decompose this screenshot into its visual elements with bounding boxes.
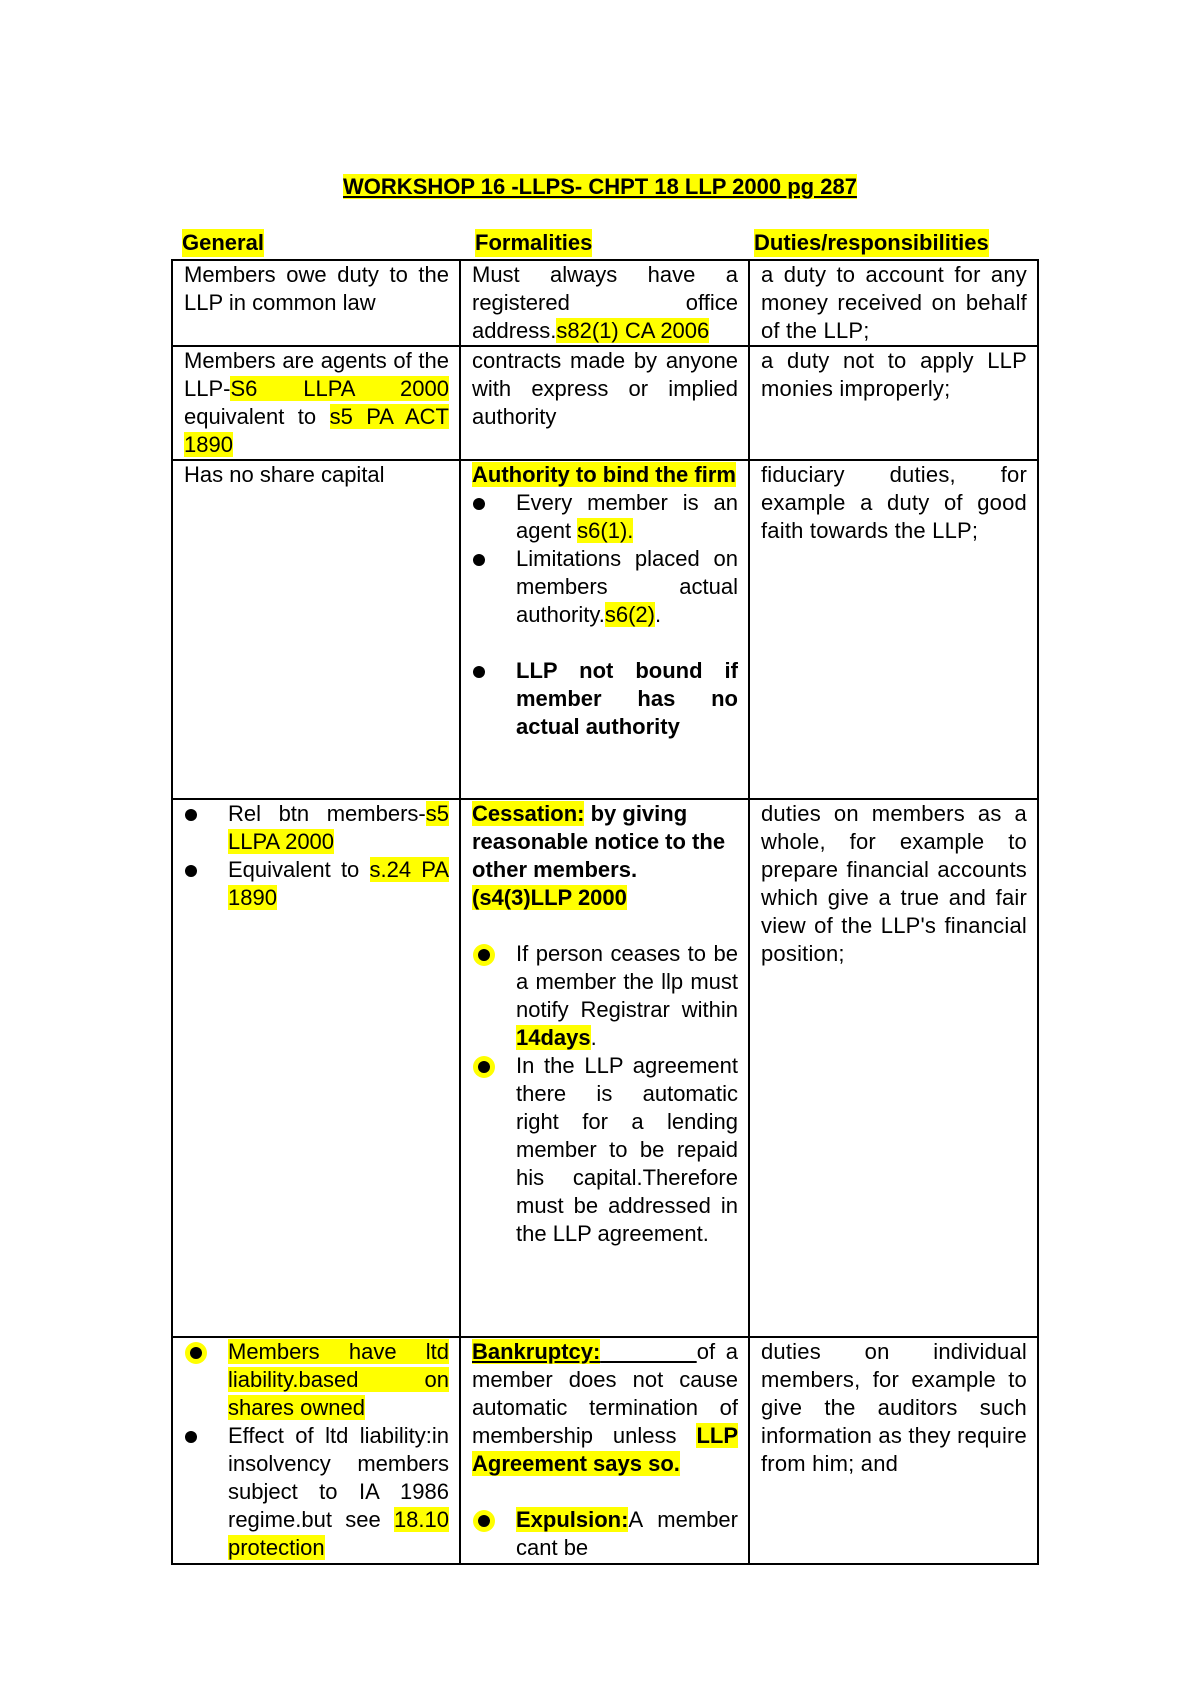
list-item bbox=[184, 800, 449, 856]
list-item bbox=[184, 1338, 449, 1422]
page-title bbox=[0, 173, 1200, 201]
cell-formalities bbox=[460, 799, 749, 1337]
bullet-icon bbox=[473, 498, 485, 510]
bullet-icon bbox=[185, 865, 197, 877]
formalities-text: Must always have a registered office address. bbox=[472, 262, 738, 343]
bullet-icon bbox=[478, 1515, 490, 1527]
cell-general bbox=[172, 799, 460, 1337]
cell-formalities bbox=[460, 346, 749, 460]
llp-table bbox=[171, 259, 1039, 1565]
cell-formalities bbox=[460, 260, 749, 346]
bullet-icon bbox=[473, 554, 485, 566]
cell-duties bbox=[749, 460, 1038, 799]
cell-general bbox=[172, 346, 460, 460]
list-item-text-end: . bbox=[654, 602, 662, 627]
list-item-text: Equivalent to bbox=[228, 857, 370, 882]
cell-general bbox=[172, 1337, 460, 1564]
duties-text: fiduciary duties, for example a duty of good faith towards the LLP; bbox=[761, 462, 1027, 543]
list-item bbox=[472, 940, 738, 1052]
bullet-icon bbox=[478, 949, 490, 961]
duties-text: a duty not to apply LLP monies improperly; bbox=[761, 348, 1027, 401]
duties-text: duties on members as a whole, for example to prepare financial accounts which give a true and fair view of the LLP's financial position; bbox=[761, 801, 1027, 966]
list-item-text: In the LLP agreement there is automatic right for a lending member to be repaid his capital.Therefore must be addressed in the LLP agreement. bbox=[516, 1053, 738, 1246]
header-general: General bbox=[182, 230, 264, 255]
deadline-text: 14days bbox=[516, 1025, 591, 1050]
general-text: Members owe duty to the LLP in common law bbox=[184, 262, 449, 315]
table-row bbox=[172, 460, 1038, 799]
cell-general bbox=[172, 460, 460, 799]
column-headers bbox=[171, 229, 1037, 259]
bullet-icon bbox=[473, 666, 485, 678]
list-item bbox=[472, 489, 738, 545]
cell-duties bbox=[749, 1337, 1038, 1564]
list-item-label: Expulsion: bbox=[516, 1507, 629, 1532]
statute-ref: s5 PA ACT 1890 bbox=[184, 404, 449, 457]
table-row bbox=[172, 1337, 1038, 1564]
page-title-text: WORKSHOP 16 -LLPS- CHPT 18 LLP 2000 pg 287 bbox=[343, 174, 857, 199]
section-heading: Bankruptcy: bbox=[472, 1339, 601, 1364]
statute-ref: s6(2) bbox=[604, 602, 655, 627]
duties-text: duties on individual members, for example to give the auditors such information as they require from him; and bbox=[761, 1339, 1027, 1476]
list-item bbox=[472, 1052, 738, 1248]
section-heading-rest: by giving reasonable notice to the other members. bbox=[472, 801, 726, 882]
general-text: equivalent to bbox=[184, 404, 330, 429]
header-formalities: Formalities bbox=[475, 230, 593, 255]
bullet-icon bbox=[185, 1431, 197, 1443]
formalities-text: contracts made by anyone with express or implied authority bbox=[472, 348, 738, 429]
list-item-text: Rel btn members- bbox=[228, 801, 426, 826]
cell-general bbox=[172, 260, 460, 346]
table-row bbox=[172, 260, 1038, 346]
table-row bbox=[172, 346, 1038, 460]
cell-duties bbox=[749, 260, 1038, 346]
cell-formalities bbox=[460, 460, 749, 799]
header-duties: Duties/responsibilities bbox=[754, 230, 989, 255]
list-item bbox=[184, 1422, 449, 1562]
list-item-text-end: . bbox=[590, 1025, 597, 1050]
cell-duties bbox=[749, 346, 1038, 460]
list-item-text: A member cant be bbox=[516, 1507, 738, 1560]
list-item bbox=[472, 657, 738, 741]
list-item bbox=[472, 1506, 738, 1562]
statute-ref: (s4(3)LLP 2000 bbox=[472, 885, 627, 910]
bullet-icon bbox=[190, 1347, 202, 1359]
list-item-text: If person ceases to be a member the llp must notify Registrar within bbox=[516, 941, 738, 1022]
list-item-text: Limitations placed on members actual authority. bbox=[516, 546, 738, 627]
list-item-text: Every member is an agent bbox=[516, 490, 738, 543]
formalities-text: of a member does not cause automatic termination of membership unless bbox=[472, 1339, 738, 1448]
statute-ref: S6 LLPA 2000 bbox=[230, 376, 449, 401]
cell-formalities bbox=[460, 1337, 749, 1564]
statute-ref: s6(1). bbox=[577, 518, 634, 543]
list-item-text: Members have ltd liability.based on shares owned bbox=[228, 1339, 449, 1420]
bullet-icon bbox=[478, 1061, 490, 1073]
statute-ref: 18.10 protection bbox=[228, 1507, 449, 1560]
section-heading: Cessation: bbox=[472, 801, 585, 826]
list-item-text: Effect of ltd liability:in insolvency members subject to IA 1986 regime.but see bbox=[228, 1423, 449, 1532]
cell-duties bbox=[749, 799, 1038, 1337]
list-item bbox=[472, 545, 738, 629]
bullet-icon bbox=[185, 809, 197, 821]
general-text: Members are agents of the LLP- bbox=[184, 348, 449, 401]
section-heading: Authority to bind the firm bbox=[472, 462, 736, 487]
list-item bbox=[184, 856, 449, 912]
statute-ref: s5 LLPA 2000 bbox=[228, 801, 449, 854]
list-item-text: LLP not bound if member has no actual authority bbox=[516, 658, 738, 739]
table-row bbox=[172, 799, 1038, 1337]
general-text: Has no share capital bbox=[184, 462, 385, 487]
statute-ref: LLP Agreement says so. bbox=[472, 1423, 738, 1476]
statute-ref: s82(1) CA 2006 bbox=[556, 318, 710, 343]
statute-ref: s.24 PA 1890 bbox=[228, 857, 449, 910]
duties-text: a duty to account for any money received on behalf of the LLP; bbox=[761, 262, 1027, 343]
